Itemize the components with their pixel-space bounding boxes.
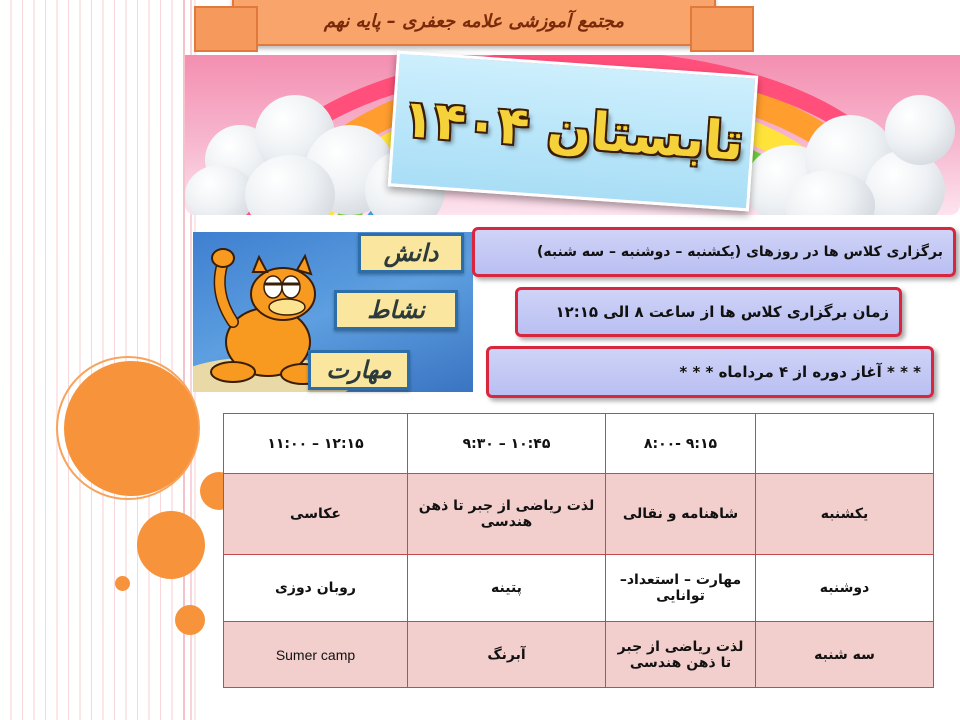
table-cell: آبرنگ xyxy=(408,622,606,688)
info-time-text: زمان برگزاری کلاس ها از ساعت ۸ الی ۱۲:۱۵ xyxy=(555,303,889,321)
day-cell: دوشنبه xyxy=(756,555,934,622)
decor-circle-medium xyxy=(137,511,205,579)
table-cell: مهارت – استعداد– توانایی xyxy=(606,555,756,622)
decor-circle-small xyxy=(115,576,130,591)
table-cell: لذت ریاضی از جبر تا ذهن هندسی xyxy=(606,622,756,688)
word-vitality-text: نشاط xyxy=(367,296,425,324)
table-cell: شاهنامه و نقالی xyxy=(606,474,756,555)
table-row xyxy=(224,474,934,555)
day-cell: سه شنبه xyxy=(756,622,934,688)
schedule-table xyxy=(223,413,934,688)
table-cell: لذت ریاضی از جبر تا ذهن هندسی xyxy=(408,474,606,555)
day-cell: یکشنبه xyxy=(756,474,934,555)
banner-ribbon-right xyxy=(690,6,754,52)
table-header-row xyxy=(224,414,934,474)
table-cell: روبان دوزی xyxy=(224,555,408,622)
banner-title: مجتمع آموزشی علامه جعفری – پایه نهم xyxy=(323,10,625,32)
decor-circle xyxy=(175,605,205,635)
table-cell: عکاسی xyxy=(224,474,408,555)
banner-ribbon-left xyxy=(194,6,258,52)
info-time-box xyxy=(515,287,902,337)
info-days-box xyxy=(472,227,956,277)
table-cell: پتینه xyxy=(408,555,606,622)
table-row xyxy=(224,622,934,688)
title-banner xyxy=(232,0,716,46)
word-vitality xyxy=(334,290,458,330)
word-skill-text: مهارت xyxy=(326,356,392,384)
summer-title: تابستان ۱۴۰۴ xyxy=(400,89,746,173)
header-cell: ۸:۰۰- ۹:۱۵ xyxy=(606,414,756,474)
table-cell: Sumer camp xyxy=(224,622,408,688)
decor-ring xyxy=(56,356,200,500)
header-cell xyxy=(756,414,934,474)
info-start-box xyxy=(486,346,934,398)
info-start-text: * * * آغاز دوره از ۴ مرداماه * * * xyxy=(679,363,921,381)
table-row xyxy=(224,555,934,622)
background-stripes xyxy=(0,0,200,720)
word-skill xyxy=(308,350,410,390)
header-cell: ۱۱:۰۰ – ۱۲:۱۵ xyxy=(224,414,408,474)
info-days-text: برگزاری کلاس ها در روزهای (یکشنبه – دوشنبه – سه شنبه) xyxy=(536,244,943,260)
header-cell: ۹:۳۰ – ۱۰:۴۵ xyxy=(408,414,606,474)
summer-title-card xyxy=(388,51,759,212)
word-knowledge xyxy=(358,233,464,273)
word-knowledge-text: دانش xyxy=(383,239,439,267)
